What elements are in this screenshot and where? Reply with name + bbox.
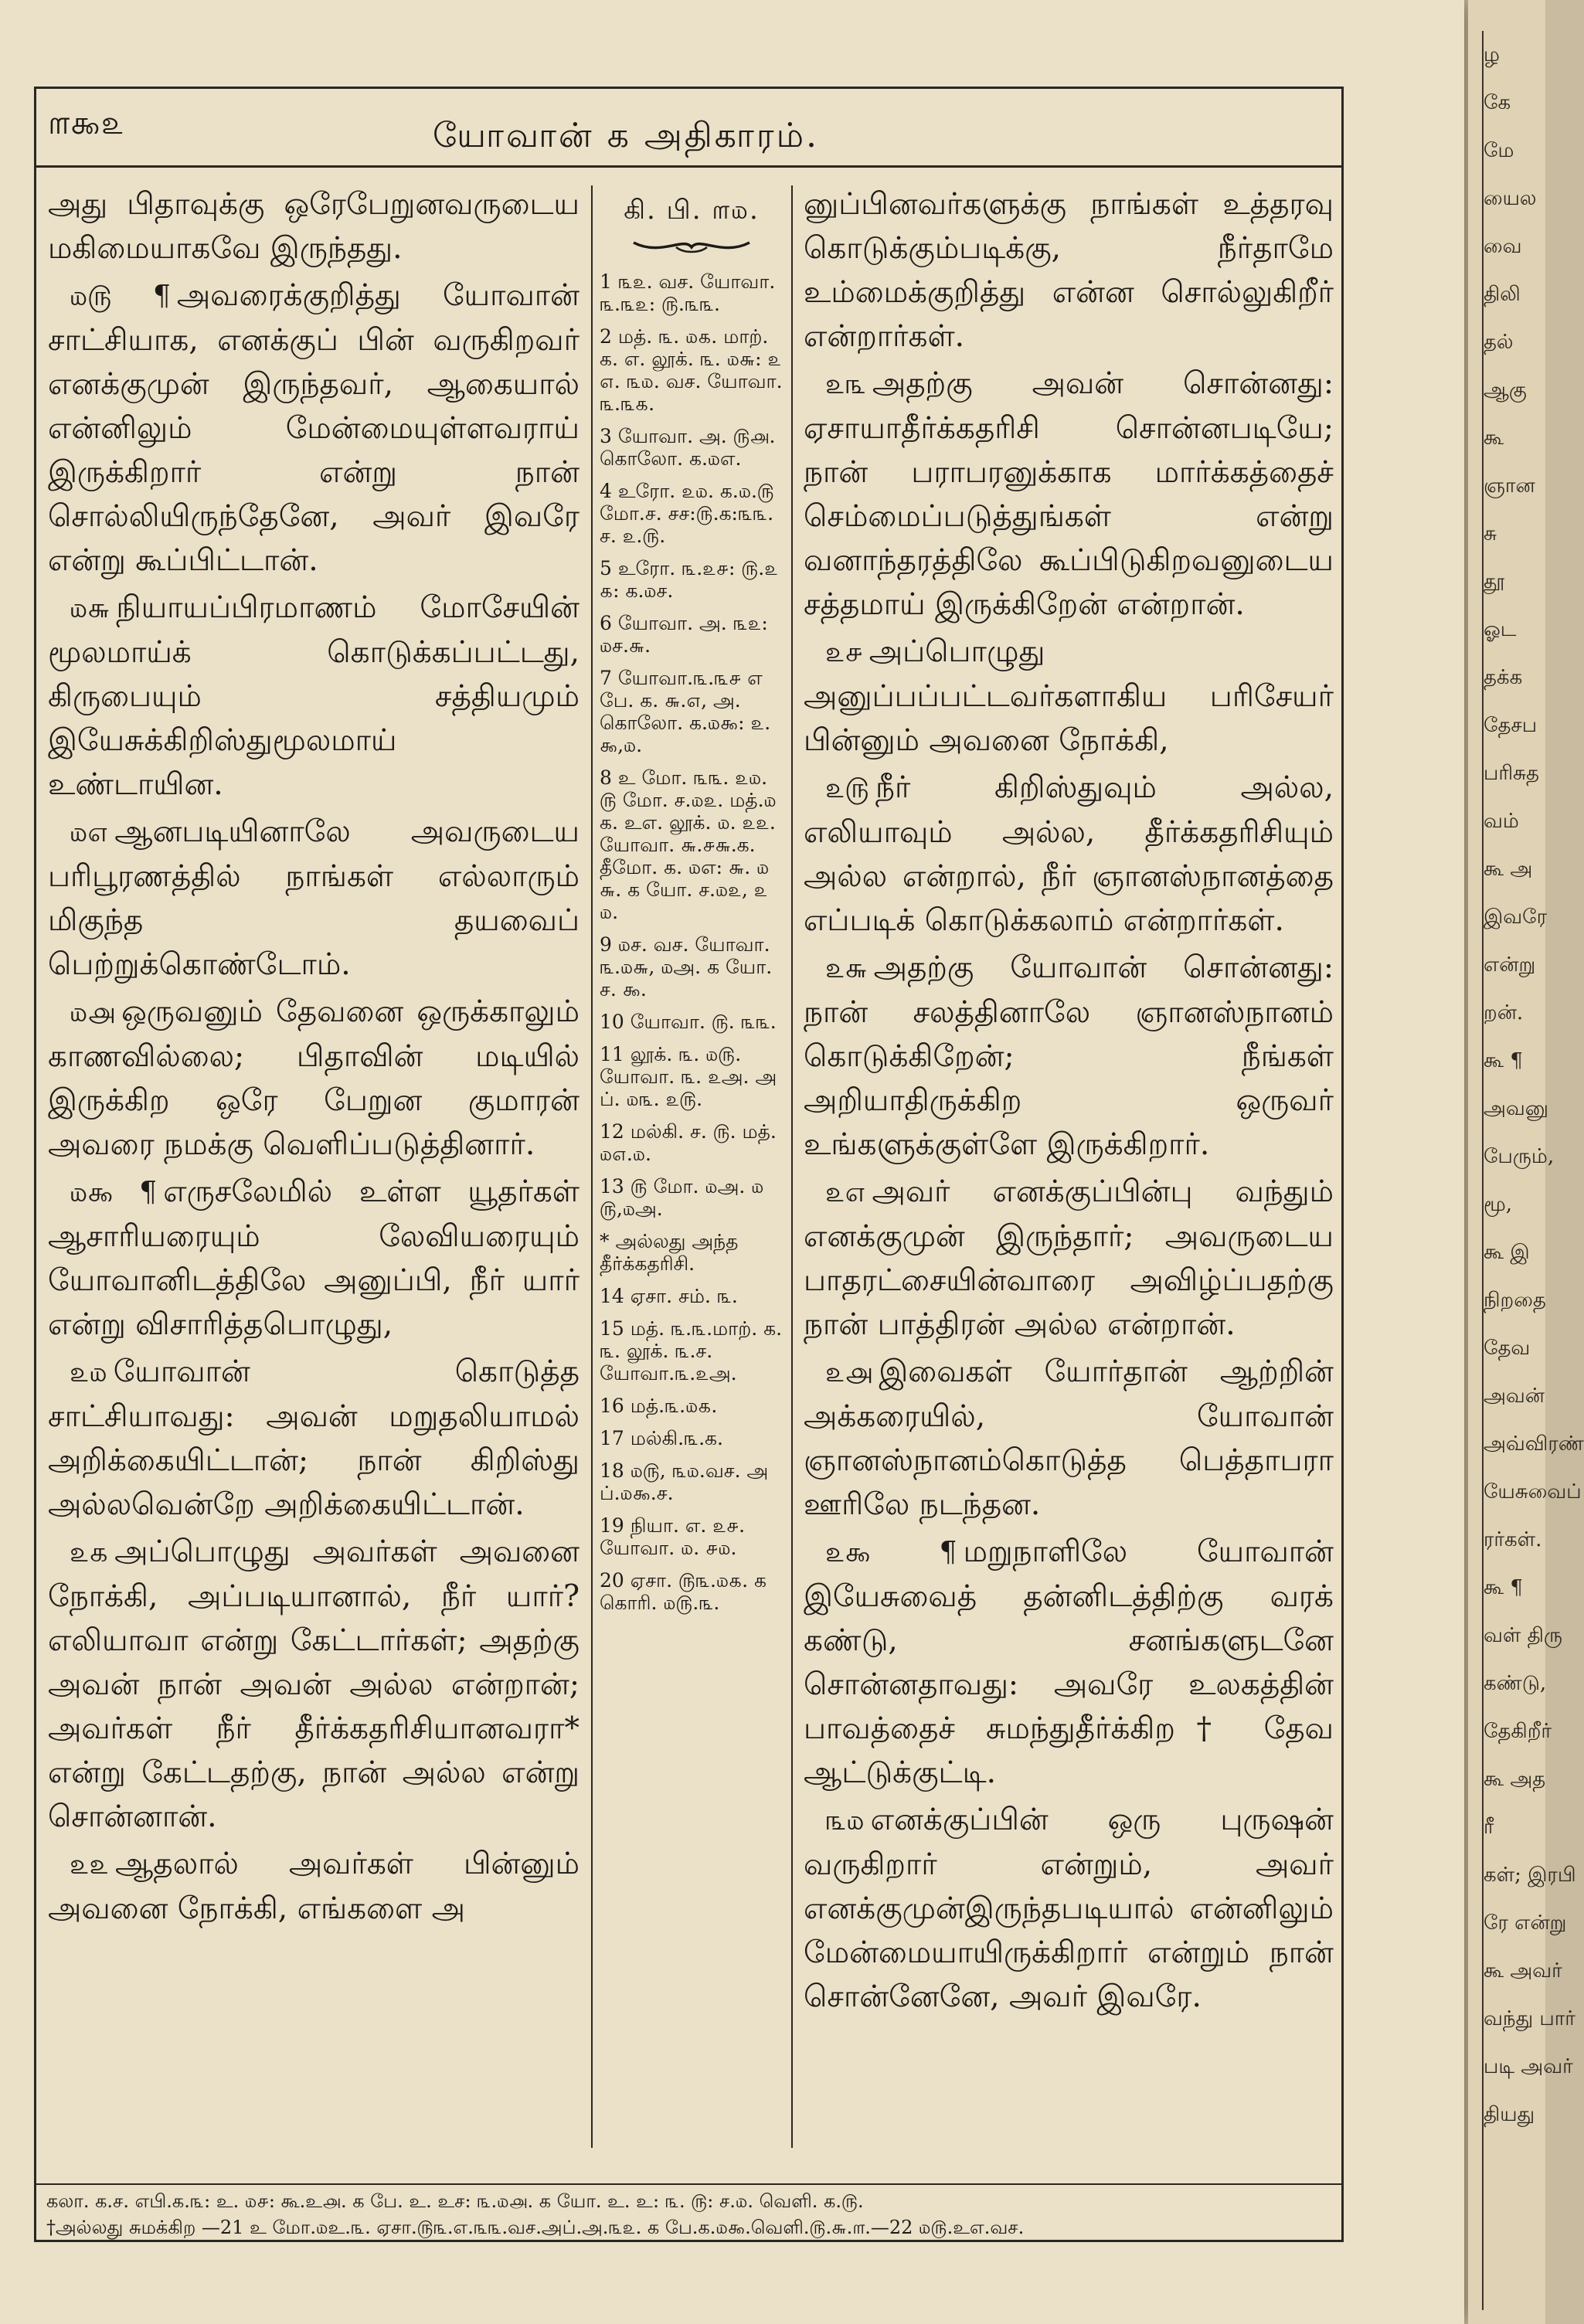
- next-page-fragment: யைல: [1484, 187, 1537, 210]
- next-page-fragment: றன்.: [1484, 1001, 1524, 1024]
- next-page-fragment: அவன்: [1484, 1385, 1545, 1408]
- verse-text: அப்பொழுது அனுப்பப்பட்டவர்களாகிய பரிசேயர் பின்னும் அவனை நோக்கி,: [804, 634, 1334, 758]
- verse-number: ௨௫: [825, 773, 870, 804]
- next-page-fragment: தேசப: [1484, 714, 1538, 737]
- verse-text: அதற்கு அவன் சொன்னது: ஏசாயாதீர்க்கதரிசி சொன்னபடியே; நான் பராபரனுக்காக மார்க்கத்தைச் செம்மைப்படுத்துங்கள் என்று வனாந்தரத்திலே கூப்பிடுகிறவனுடைய சத்தமாய் இருக்கிறேன் என்றான்.: [804, 366, 1334, 622]
- verse-paragraph: [48, 990, 580, 1167]
- next-page-fragment: கூ ¶: [1484, 1576, 1523, 1599]
- verse-number: ௰௫ ¶: [70, 280, 171, 312]
- next-page-fragment: ரர்கள்.: [1484, 1528, 1542, 1551]
- verse-number: ௨௭: [825, 1177, 866, 1208]
- column-divider-left: [591, 185, 593, 2148]
- verse-number: ௨௰: [70, 1357, 107, 1388]
- verse-number: ௨௪: [825, 637, 863, 668]
- verse-text: மறுநாளிலே யோவான் இயேசுவைத் தன்னிடத்திற்கு வரக் கண்டு, சனங்களுடனே சொன்னதாவது: அவரே உலகத்தின் பாவத்தைச் சுமந்துதீர்க்கிற† தேவ ஆட்டுக்குட்டி.: [804, 1534, 1334, 1790]
- reference-entry: 13 ௫ மோ. ௰அ. ௰௫,௰அ.: [600, 1175, 764, 1220]
- next-page-fragment: மூ,: [1484, 1193, 1513, 1216]
- next-page-fragment: கே: [1484, 91, 1511, 114]
- verse-number: ௨௩: [825, 369, 866, 400]
- verse-text: இவைகள் யோர்தான் ஆற்றின் அக்கரையில், யோவான் ஞானஸ்நானம்கொடுத்த பெத்தாபரா ஊரிலே நடந்தன.: [804, 1354, 1334, 1522]
- header-divider: [34, 165, 1344, 168]
- next-page-fragment: கூ அத: [1484, 1768, 1546, 1791]
- reference-entry: 18 ௰௫, ௩௰.வச. அப்.௰௯.ச.: [600, 1459, 769, 1504]
- next-page-fragment: திலி: [1484, 283, 1521, 306]
- verse-paragraph: [804, 1170, 1334, 1347]
- reference-entry: 3 யோவா. அ. ௫௮. கொலோ. க.௰எ.: [600, 425, 776, 470]
- next-page-fragment: என்று: [1484, 953, 1536, 977]
- reference-entry: * அல்லது அந்த தீர்க்கதரிசி.: [600, 1230, 739, 1275]
- verse-paragraph: [804, 182, 1334, 358]
- verse-number: ௨௨: [70, 1849, 109, 1881]
- reference-entry: 6 யோவா. அ. ௩௨: ௰ச.௬.: [600, 612, 768, 657]
- verse-text: ஆதலால் அவர்கள் பின்னும் அவனை நோக்கி, எங்களை அ: [48, 1847, 580, 1926]
- next-page-fragment: நிறதை: [1484, 1289, 1546, 1312]
- ornament-flourish: [630, 233, 753, 257]
- next-page-fragment: ரீ: [1484, 1816, 1494, 1839]
- next-page-fragment: அவனு: [1484, 1097, 1548, 1120]
- reference-entry: 2 மத். ௩. ௰௧. மாற். க. எ. லூக். ௩. ௰௬: ௨௭. ௩௰. வச. யோவா. ௩.௩௧.: [600, 325, 783, 415]
- verse-text: அவர் எனக்குப்பின்பு வந்தும் எனக்குமுன் இருந்தார்; அவருடைய பாதரட்சையின்வாரை அவிழ்ப்பதற்கு நான் பாத்திரன் அல்ல என்றான்.: [804, 1174, 1334, 1342]
- verse-paragraph: [48, 810, 580, 987]
- footer-line-2: †அல்லது சுமக்கிற —21 உ மோ.௰உ.௩. ஏசா.௫௩.எ.௩௩.வச.அப்.அ.௩௨. க பே.க.௰௯.வெளி.௫.௬.௱.—22 ௰௫.உஎ.வச.: [46, 2217, 1025, 2238]
- next-page-fragment: கூ ¶: [1484, 1049, 1523, 1072]
- reference-entry: 17 மல்கி.௩.க.: [600, 1427, 723, 1449]
- reference-entry: 10 யோவா. ௫. ௩௩.: [600, 1011, 777, 1033]
- reference-entry: 4 உரோ. ௨௰. க.௰.௫ மோ.ச. சச:௫.க:௩௩.ச. ௨.௫.: [600, 480, 774, 547]
- verse-paragraph: [804, 766, 1334, 943]
- column-divider-right: [791, 185, 793, 2148]
- page-number: ௱௯௨: [48, 104, 125, 141]
- verse-paragraph: [804, 1798, 1334, 2019]
- verse-paragraph: [804, 630, 1334, 763]
- footer-line-1: கலா. க.ச. எபி.க.௩: உ. ௰௪: கூ.உ௮. க பே. உ. உச: ௩.௰௮. க யோ. உ. உ: ௩. ௫: ச.௰. வெளி. க.௫.: [46, 2190, 864, 2212]
- running-title: யோவான் க அதிகாரம்.: [433, 116, 820, 155]
- next-page-fragment: தியது: [1484, 2103, 1535, 2126]
- verse-number: ௨௯ ¶: [825, 1537, 957, 1568]
- verse-text: யோவான் கொடுத்த சாட்சியாவது: அவன் மறுதலியாமல் அறிக்கையிட்டான்; நான் கிறிஸ்து அல்லவென்றே அறிக்கையிட்டான்.: [48, 1354, 580, 1522]
- verse-text: அது பிதாவுக்கு ஒரேபேறுனவருடைய மகிமையாகவே இருந்தது.: [48, 187, 580, 266]
- next-page-fragment: இவரே: [1484, 905, 1548, 929]
- next-page-fragment: பரிசுத: [1484, 762, 1539, 785]
- reference-entry: 9 ௰ச. வச. யோவா. ௩.௰௬, ௰அ. க யோ. ச. ௯.: [600, 933, 773, 1001]
- verse-number: ௩௰: [825, 1805, 865, 1836]
- next-page-fragment: ஓட: [1484, 618, 1517, 641]
- verse-number: ௰௬: [70, 593, 110, 624]
- next-page-fragment: அவ்விரண்: [1484, 1432, 1584, 1456]
- verse-paragraph: [48, 274, 580, 583]
- verse-paragraph: [804, 1350, 1334, 1527]
- next-page-fragment: ஆகு: [1484, 379, 1527, 402]
- next-page-fragment: சு: [1484, 522, 1497, 545]
- verse-text: நியாயப்பிரமாணம் மோசேயின் மூலமாய்க் கொடுக்கப்பட்டது, கிருபையும் சத்தியமும் இயேசுக்கிறிஸ்துமூலமாய் உண்டாயின.: [48, 590, 580, 802]
- verse-text: அவரைக்குறித்து யோவான் சாட்சியாக, எனக்குப் பின் வருகிறவர் எனக்குமுன் இருந்தவர், ஆகையால் என்னிலும் மேன்மையுள்ளவராய் இருக்கிறார் என்று நான் சொல்லியிருந்தேனே, அவர் இவரே என்று கூப்பிட்டான்.: [48, 278, 580, 578]
- reference-heading: கி. பி. ௱௰.: [624, 195, 760, 226]
- reference-entry: 14 ஏசா. சம். ௩.: [600, 1285, 738, 1307]
- reference-entry: 12 மல்கி. ச. ௫. மத். ௰௭.௰.: [600, 1120, 777, 1165]
- verse-paragraph: [48, 586, 580, 807]
- next-page-text: [1482, 31, 1584, 2310]
- next-page-fragment: கள்; இரபி: [1484, 1864, 1576, 1887]
- reference-entry: 8 உ மோ. ௩௩. ௨௰. ௫ மோ. ச.௰௨. மத்.௰க. உஎ. லூக். ௰. ௨௨. யோவா. ௬.௪௬.க.தீமோ. க. ௰எ: ௬. ௰௬. க யோ. ச.௰௨, ௨௰.: [600, 766, 777, 923]
- next-page-fragment: வை: [1484, 235, 1522, 258]
- next-page-fragment: தக்க: [1484, 666, 1523, 689]
- verse-paragraph: [48, 1842, 580, 1931]
- next-page-fragment: தேகிறீர்: [1484, 1720, 1552, 1743]
- next-page-fragment: வந்து பார்: [1484, 2007, 1576, 2030]
- next-page-fragment: கூ: [1484, 426, 1504, 450]
- next-page-fragment: கண்டு,: [1484, 1672, 1547, 1695]
- next-page-fragment: வள் திரு: [1484, 1624, 1563, 1647]
- verse-number: ௨௬: [825, 953, 868, 984]
- verse-text: எனக்குப்பின் ஒரு புருஷன் வருகிறார் என்றும், அவர் எனக்குமுன்இருந்தபடியால் என்னிலும் மேன்மையாயிருக்கிறார் என்றும் நான் சொன்னேனே, அவர் இவரே.: [804, 1802, 1334, 2014]
- reference-entry: 1 ௩௨. வச. யோவா. ௩.௩௨: ௫.௩௩.: [600, 270, 776, 315]
- reference-column: [600, 189, 784, 2159]
- next-page-fragment: யேசுவைப்: [1484, 1480, 1582, 1503]
- next-page-edge: [1468, 0, 1584, 2324]
- verse-number: ௰௮: [70, 997, 116, 1028]
- verse-text: னுப்பினவர்களுக்கு நாங்கள் உத்தரவு கொடுக்கும்படிக்கு, நீர்தாமே உம்மைக்குறித்து என்ன சொல்லுகிறீர் என்றார்கள்.: [804, 187, 1334, 354]
- verse-paragraph: [48, 1350, 580, 1527]
- footer-divider: [34, 2183, 1344, 2185]
- left-text-column: [48, 182, 580, 2160]
- reference-entry: 15 மத். ௩.௩.மாற். க.௩. லூக். ௩.ச. யோவா.௩.௨அ.: [600, 1317, 783, 1385]
- verse-number: ௰௭: [70, 817, 109, 848]
- verse-number: ௰௯ ¶: [70, 1177, 158, 1208]
- verse-paragraph: [804, 946, 1334, 1167]
- verse-number: ௨௧: [70, 1537, 109, 1568]
- reference-entry: 19 நியா. எ. ௨௪. யோவா. ௰. ௪௰.: [600, 1514, 746, 1559]
- verse-text: நீர் கிறிஸ்துவும் அல்ல, எலியாவும் அல்ல, தீர்க்கதரிசியும் அல்ல என்றால், நீர் ஞானஸ்நானத்தை எப்படிக் கொடுக்கலாம் என்றார்கள்.: [804, 770, 1334, 938]
- verse-text: ஆனபடியினாலே அவருடைய பரிபூரணத்தில் நாங்கள் எல்லாரும் மிகுந்த தயவைப் பெற்றுக்கொண்டோம்.: [48, 814, 580, 982]
- verse-paragraph: [804, 1530, 1334, 1795]
- verse-number: ௨௮: [825, 1357, 873, 1388]
- verse-text: ஒருவனும் தேவனை ஒருக்காலும் காணவில்லை; பிதாவின் மடியில் இருக்கிற ஒரே பேறுன குமாரன் அவரை நமக்கு வெளிப்படுத்தினார்.: [48, 994, 580, 1162]
- next-page-fragment: தூ: [1484, 570, 1505, 593]
- reference-entry: 7 யோவா.௩.௩௪ எபே. க. ௬.௭, அ. கொலோ. க.௰௯: ௨. ௯,௰.: [600, 667, 771, 756]
- right-text-column: [804, 182, 1334, 2160]
- verse-text: அதற்கு யோவான் சொன்னது: நான் சலத்தினாலே ஞானஸ்நானம் கொடுக்கிறேன்; நீங்கள் அறியாதிருக்கிற ஒருவர் உங்களுக்குள்ளே இருக்கிறார்.: [804, 950, 1334, 1162]
- footer-notes: [46, 2188, 1337, 2241]
- verse-paragraph: [48, 1170, 580, 1347]
- next-page-fragment: பேரும்,: [1484, 1145, 1555, 1168]
- reference-entry: 20 ஏசா. ௫௩.௰௧. ககொரி. ௰௫.௩.: [600, 1569, 767, 1614]
- next-page-fragment: படி அவர்: [1484, 2055, 1573, 2078]
- verse-paragraph: [48, 182, 580, 270]
- verse-paragraph: [804, 362, 1334, 627]
- verse-text: அப்பொழுது அவர்கள் அவனை நோக்கி, அப்படியானால், நீர் யார்? எலியாவா என்று கேட்டார்கள்; அதற்கு அவன் நான் அவன் அல்ல என்றான்; அவர்கள் நீர் தீர்க்கதரிசியானவரா* என்று கேட்டதற்கு, நான் அல்ல என்று சொன்னான்.: [48, 1534, 580, 1834]
- reference-entry: 5 உரோ. ௩.௨௪: ௫.௨௧: க.௰ச.: [600, 557, 778, 602]
- next-page-fragment: கூ அ: [1484, 858, 1533, 881]
- reference-list: [600, 270, 784, 1614]
- verse-paragraph: [48, 1530, 580, 1839]
- next-page-fragment: தல்: [1484, 331, 1514, 354]
- next-page-fragment: மே: [1484, 139, 1514, 162]
- reference-entry: 11 லூக். ௩. ௰௫. யோவா. ௩. ௨அ. அப். ௰௩. ௨௫.: [600, 1043, 777, 1110]
- next-page-fragment: ரே என்று: [1484, 1911, 1567, 1935]
- reference-entry: 16 மத்.௩.௰௧.: [600, 1395, 718, 1417]
- verse-text: எருசலேமில் உள்ள யூதர்கள் ஆசாரியரையும் லேவியரையும் யோவானிடத்திலே அனுப்பி, நீர் யார் என்று விசாரித்தபொழுது,: [48, 1174, 580, 1342]
- next-page-fragment: கூ இ: [1484, 1241, 1530, 1264]
- next-page-fragment: ஞான: [1484, 474, 1535, 498]
- next-page-fragment: தேவ: [1484, 1337, 1531, 1360]
- next-page-fragment: வம்: [1484, 810, 1519, 833]
- next-page-fragment: ழ: [1484, 43, 1500, 66]
- next-page-fragment: கூ அவர்: [1484, 1959, 1562, 1983]
